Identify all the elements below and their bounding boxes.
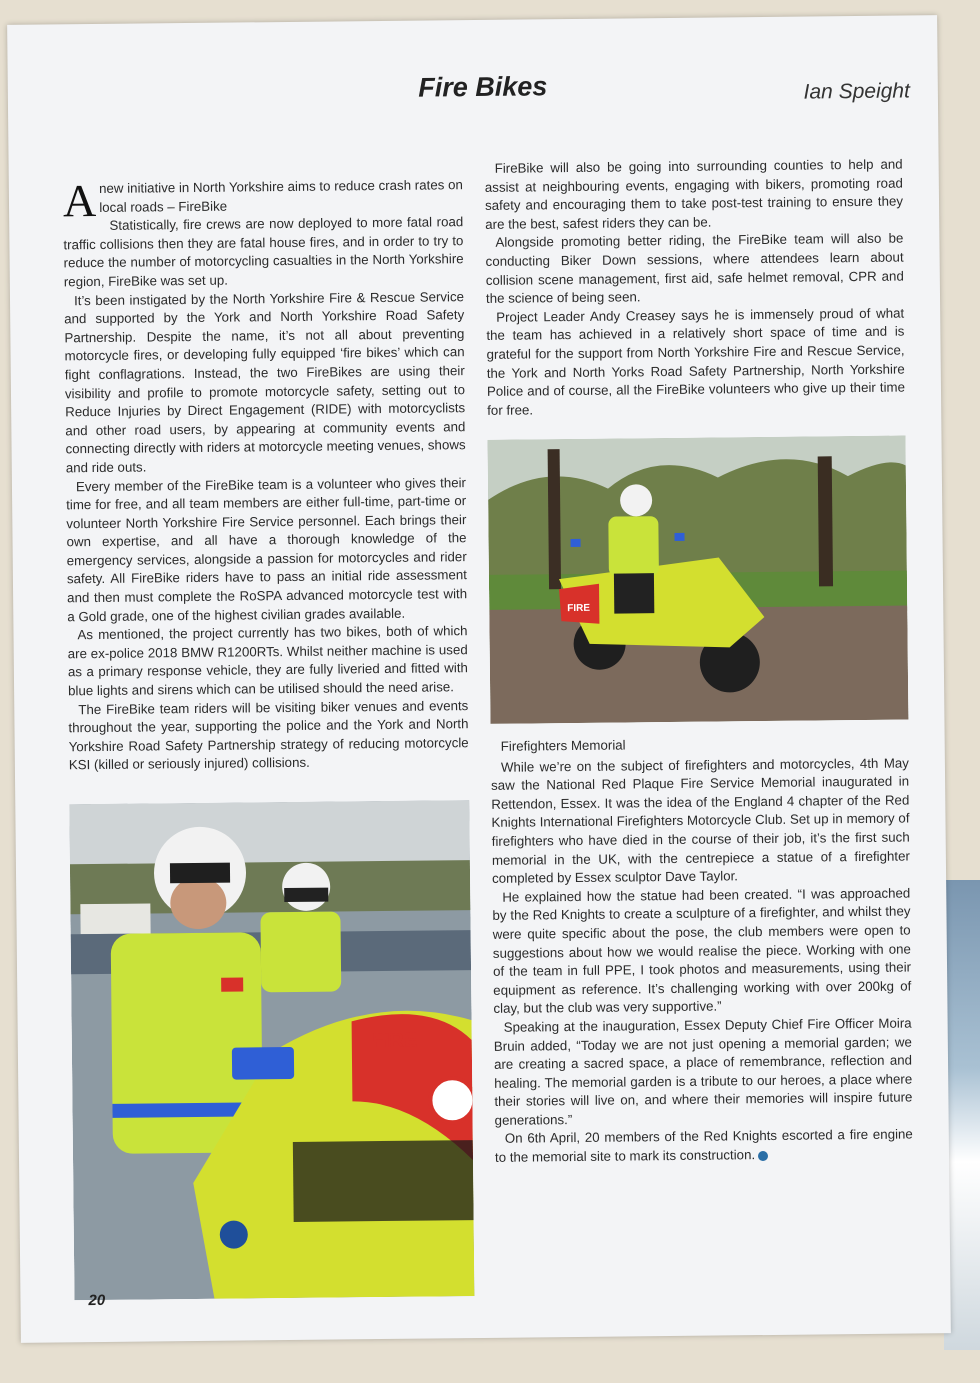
body-paragraph: Alongside promoting better riding, the FireBike team will also be conducting Biker Down sessions, where attendees learn about collision scene management, first aid, safe helmet removal, CPR and the science of being seen. bbox=[485, 230, 904, 307]
body-paragraph: Statistically, fire crews are now deployed to more fatal road traffic collisions then they are fatal house fires, and in order to try to reduce the number of motorcycling casualties in the North Yorkshire region, FireBike was set up. bbox=[63, 214, 464, 290]
left-column bbox=[63, 176, 469, 775]
body-paragraph: On 6th April, 20 members of the Red Knights escorted a fire engine to the memorial site to mark its construction. bbox=[494, 1126, 913, 1165]
article-title: Fire Bikes bbox=[418, 71, 548, 103]
article-end-icon bbox=[758, 1151, 768, 1161]
article-author: Ian Speight bbox=[803, 79, 910, 104]
bike-fire-label: FIRE bbox=[371, 1029, 418, 1053]
body-paragraph: The FireBike team riders will be visiting biker venues and events throughout the year, supporting the police and the York and North Yorkshire Road Safety Partnership strategy of reducing motorcycle KSI (killed or seriously injured) collisions. bbox=[68, 697, 469, 773]
body-paragraph: As mentioned, the project currently has two bikes, both of which are ex-police 2018 BMW R1200RTs. Whilst neither machine is used as a primary response vehicle, they are fully liveried and fitted with blue lights and sirens which can be utilised should the need arise. bbox=[67, 623, 468, 699]
photo-firebike-riding bbox=[487, 436, 908, 724]
magazine-page bbox=[7, 15, 951, 1343]
intro-paragraph: Anew initiative in North Yorkshire aims to reduce crash rates on local roads – FireBike bbox=[62, 174, 463, 227]
photo-firebike-riders bbox=[69, 800, 474, 1300]
body-paragraph: Every member of the FireBike team is a volunteer who gives their time for free, and all team members are either full-time, part-time or volunteer North Yorkshire Fire Service personnel. Each brings their own expertise, and all have a thorough knowledge of the emergency services, alongside a passion for motorcycles and rider safety. All FireBike riders have to pass an initial ride assessment and then must complete the RoSPA advanced motorcycle test with a Gold grade, one of the highest civilian grades available. bbox=[66, 474, 468, 624]
front-bike bbox=[191, 1010, 474, 1299]
firebike-riders-illustration bbox=[69, 800, 474, 1300]
memorial-subheading: Firefighters Memorial bbox=[500, 737, 626, 754]
right-column-top bbox=[485, 156, 906, 421]
page-number: 20 bbox=[88, 1291, 106, 1310]
body-paragraph: Speaking at the inauguration, Essex Deputy Chief Fire Officer Moira Bruin added, “Today we are not just opening a memorial garden; we are creating a sacred space, a place of remembrance, reflection and healing. The memorial garden is a tribute to our heroes, a place where their stories will live on, and where their memories will inspire future generations.” bbox=[493, 1015, 913, 1128]
firebike-riding-illustration bbox=[487, 436, 908, 724]
body-paragraph: It’s been instigated by the North Yorkshire Fire & Rescue Service and supported by the York and North Yorkshire Road Safety Partnership. Despite the name, it’s not all about preventing motorcycle fires, or developing fully equipped ‘fire bikes’ which can fight conflagrations. Instead, the two FireBikes are using their visibility and profile to promote motorcycle safety, setting out to Reduce Injuries by Direct Engagement (RIDE) with motorcyclists and other road users, by appearing at community events and connecting directly with riders at motorcycle meeting venues, shows and ride outs. bbox=[64, 288, 466, 476]
right-column-bottom bbox=[491, 734, 913, 1168]
bike-fire-label: FIRE bbox=[567, 602, 591, 615]
body-paragraph: While we’re on the subject of firefighters and motorcycles, 4th May saw the National Red Plaque Fire Service Memorial inaugurated in Rettendon, Essex. It was the idea of the England 4 chapter of the Red Knights International Firefighters Motorcycle Club. Set up in memory of firefighters who have died in the course of their job, it’s the first such memorial in the UK, with the centrepiece a statue of a firefighter completed by Essex sculptor Dave Taylor. bbox=[491, 755, 910, 887]
body-paragraph: FireBike will also be going into surrounding counties to help and assist at neighbouring events, engaging with bikers, promoting road safety and encouraging them to take post-test training to ensure they are the best, safest riders they can be. bbox=[484, 156, 904, 232]
dropcap: A bbox=[62, 174, 97, 227]
body-paragraph: Project Leader Andy Creasey says he is immensely proud of what the team has achieved in a relatively short space of time and is grateful for the support from North Yorkshire Fire and Rescue Service, the York and North Yorks Road Safety Partnership, North Yorkshire Police and of course, all the FireBike volunteers who give up their time for free. bbox=[486, 305, 906, 418]
body-paragraph: He explained how the statue had been created. “I was approached by the Red Knights to create a sculpture of a firefighter, and whilst they were quite specific about the pose, the club members were open to suggestions about how we would realise the piece. Working with one of the team in full PPE, I took photos and measurements, using their equipment as reference. It’s challenging working with over 200kg of clay, but the club was very supportive.” bbox=[492, 885, 912, 1017]
